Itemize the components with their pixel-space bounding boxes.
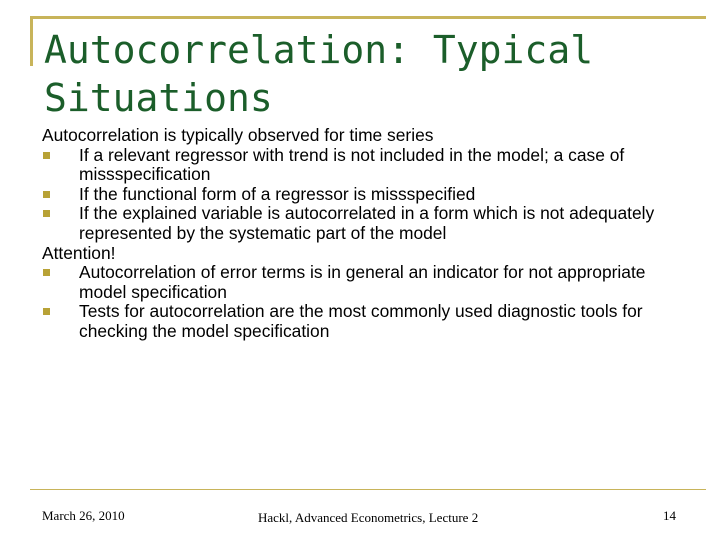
- situation-bullet: [42, 204, 682, 243]
- frame-top-rule: [30, 16, 706, 19]
- situation-bullet: [42, 146, 682, 185]
- frame-left-rule: [30, 16, 33, 66]
- attention-text: Autocorrelation of error terms is in general an indicator for not appropriate model specification: [79, 262, 646, 302]
- slide-title-line1: Autocorrelation: Typical: [44, 28, 594, 72]
- intro-text: Autocorrelation is typically observed for time series: [42, 125, 434, 145]
- attention-bullet: [42, 302, 682, 341]
- attention-bullet: [42, 263, 682, 302]
- slide-body: [42, 126, 682, 342]
- slide-title-line2: Situations: [44, 76, 273, 120]
- footer-rule: [30, 489, 706, 490]
- square-bullet-icon: [43, 210, 50, 217]
- attention-text: Tests for autocorrelation are the most commonly used diagnostic tools for checking the model specification: [79, 301, 643, 341]
- square-bullet-icon: [43, 152, 50, 159]
- footer-page-number: 14: [663, 508, 676, 523]
- footer-date: March 26, 2010: [42, 508, 125, 523]
- attention-heading: Attention!: [42, 242, 116, 263]
- footer-course: Hackl, Advanced Econometrics, Lecture 2: [258, 510, 479, 525]
- situation-text: If the explained variable is autocorrelated in a form which is not adequately represented by the systematic part of the model: [79, 203, 655, 243]
- square-bullet-icon: [43, 308, 50, 315]
- slide-title: [44, 26, 684, 122]
- situation-text: If a relevant regressor with trend is not included in the model; a case of missspecification: [79, 144, 625, 185]
- square-bullet-icon: [43, 191, 50, 198]
- situation-text: If the functional form of a regressor is missspecified: [79, 183, 476, 204]
- situation-bullet: [42, 185, 682, 205]
- square-bullet-icon: [43, 269, 50, 276]
